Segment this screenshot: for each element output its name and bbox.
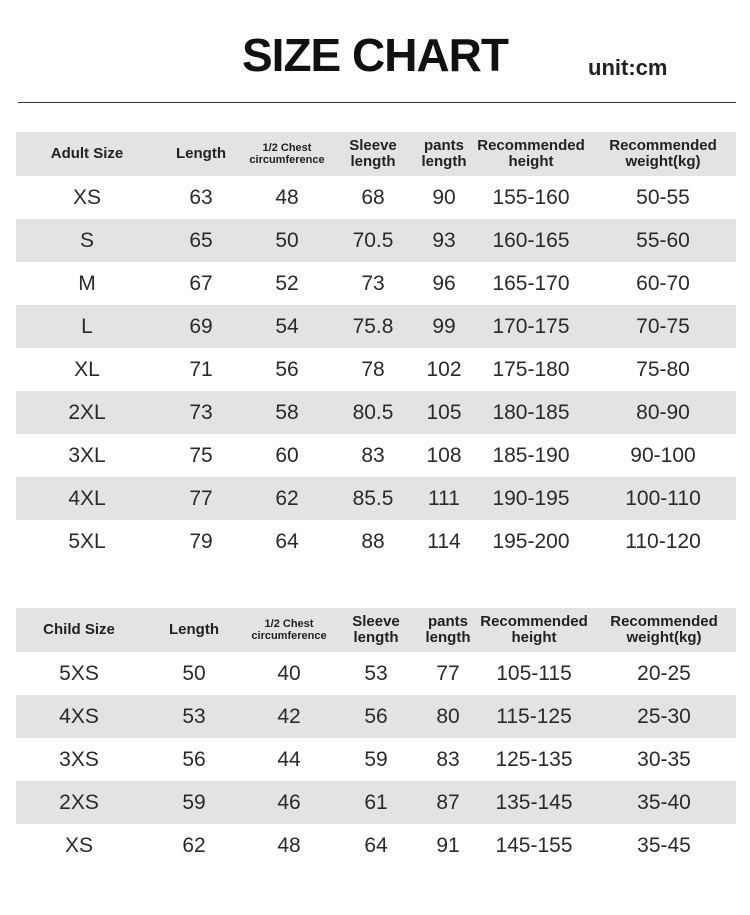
header-weight-line: weight(kg) — [626, 629, 702, 646]
table-row — [16, 348, 736, 391]
table-row — [16, 219, 736, 262]
header-length — [142, 622, 246, 638]
cell-chest: 44 — [277, 747, 301, 771]
header-size-line: Child Size — [43, 621, 115, 638]
cell-sleeve: 56 — [364, 704, 388, 728]
header-pants-line: pants — [427, 613, 468, 630]
cell-pants: 99 — [432, 314, 456, 338]
cell-length: 75 — [189, 443, 213, 467]
cell-pants: 83 — [436, 747, 460, 771]
cell-size: 3XL — [68, 443, 106, 467]
table-row — [16, 262, 736, 305]
header-sleeve-line: Sleeve — [349, 137, 397, 154]
cell-chest: 48 — [275, 185, 299, 209]
header-size — [16, 146, 158, 162]
header-sleeve-line: length — [353, 629, 399, 646]
cell-sleeve: 59 — [364, 747, 388, 771]
cell-pants: 111 — [428, 486, 460, 510]
cell-sleeve: 70.5 — [352, 228, 394, 252]
cell-chest: 52 — [275, 271, 299, 295]
cell-height: 180-185 — [492, 400, 570, 424]
header-height-line: height — [511, 629, 557, 646]
table-row — [16, 176, 736, 219]
cell-height: 155-160 — [492, 185, 570, 209]
table-row — [16, 781, 736, 824]
cell-height: 125-135 — [495, 747, 573, 771]
table-row — [16, 824, 736, 867]
cell-sleeve: 53 — [364, 661, 388, 685]
table-row — [16, 695, 736, 738]
cell-weight: 25-30 — [637, 704, 691, 728]
cell-height: 175-180 — [492, 357, 570, 381]
cell-chest: 62 — [275, 486, 299, 510]
cell-sleeve: 88 — [361, 529, 385, 553]
header-chest-line: circumference — [249, 154, 325, 166]
cell-length: 63 — [189, 185, 213, 209]
cell-sleeve: 73 — [361, 271, 385, 295]
cell-sleeve: 83 — [361, 443, 385, 467]
cell-chest: 54 — [275, 314, 299, 338]
header-pants-line: pants — [423, 137, 464, 154]
header-weight-line: weight(kg) — [625, 153, 701, 170]
header-size-line: Adult Size — [50, 145, 124, 162]
header-height-line: height — [508, 153, 554, 170]
cell-height: 185-190 — [492, 443, 570, 467]
cell-weight: 90-100 — [630, 443, 696, 467]
cell-pants: 96 — [432, 271, 456, 295]
cell-sleeve: 80.5 — [352, 400, 394, 424]
header-sleeve — [332, 614, 420, 646]
cell-size: 4XS — [59, 704, 99, 728]
cell-weight: 20-25 — [637, 661, 691, 685]
header-pants-line: length — [425, 629, 471, 646]
cell-length: 77 — [189, 486, 213, 510]
cell-sleeve: 64 — [364, 833, 388, 857]
cell-size: M — [78, 271, 96, 295]
cell-sleeve: 68 — [361, 185, 385, 209]
child-table-header — [16, 608, 736, 652]
cell-chest: 46 — [277, 790, 301, 814]
child-size-table — [16, 608, 736, 867]
header-pants — [416, 138, 472, 170]
cell-size: S — [79, 228, 94, 252]
header-length-line: Length — [169, 621, 219, 638]
cell-length: 69 — [189, 314, 213, 338]
cell-length: 59 — [182, 790, 206, 814]
cell-size: XS — [64, 833, 93, 857]
header-sleeve — [330, 138, 416, 170]
header-chest — [246, 618, 332, 642]
cell-weight: 50-55 — [636, 185, 690, 209]
cell-weight: 30-35 — [637, 747, 691, 771]
table-row — [16, 305, 736, 348]
table-row — [16, 520, 736, 563]
cell-size: L — [81, 314, 93, 338]
cell-length: 71 — [189, 357, 213, 381]
cell-chest: 50 — [275, 228, 299, 252]
cell-chest: 56 — [275, 357, 299, 381]
header-sleeve-line: length — [350, 153, 396, 170]
cell-chest: 42 — [277, 704, 301, 728]
adult-size-table — [16, 132, 736, 563]
cell-size: 5XS — [59, 661, 99, 685]
adult-table-header — [16, 132, 736, 176]
header-length-line: Length — [176, 145, 226, 162]
cell-length: 62 — [182, 833, 206, 857]
cell-pants: 114 — [427, 529, 461, 553]
header-size — [16, 622, 142, 638]
cell-pants: 90 — [432, 185, 456, 209]
header-chest-line: 1/2 Chest — [262, 142, 312, 154]
cell-sleeve: 78 — [361, 357, 385, 381]
cell-chest: 40 — [277, 661, 301, 685]
header-weight-line: Recommended — [610, 613, 718, 630]
cell-sleeve: 85.5 — [352, 486, 394, 510]
header-length — [158, 146, 244, 162]
header-height — [472, 138, 590, 170]
header-weight — [592, 614, 736, 646]
cell-chest: 48 — [277, 833, 301, 857]
header-height — [476, 614, 592, 646]
cell-size: 5XL — [68, 529, 106, 553]
cell-size: 2XL — [68, 400, 106, 424]
cell-weight: 75-80 — [636, 357, 690, 381]
cell-pants: 93 — [432, 228, 456, 252]
header-pants — [420, 614, 476, 646]
cell-size: 4XL — [68, 486, 106, 510]
table-row — [16, 652, 736, 695]
cell-pants: 91 — [436, 833, 460, 857]
cell-sleeve: 75.8 — [352, 314, 394, 338]
header-chest — [244, 142, 330, 166]
cell-height: 170-175 — [492, 314, 570, 338]
header-height-line: Recommended — [477, 137, 585, 154]
header-height-line: Recommended — [480, 613, 588, 630]
cell-pants: 87 — [436, 790, 460, 814]
cell-size: 2XS — [59, 790, 99, 814]
header-pants-line: length — [421, 153, 467, 170]
cell-length: 65 — [189, 228, 213, 252]
cell-height: 145-155 — [495, 833, 573, 857]
cell-length: 56 — [182, 747, 206, 771]
cell-chest: 60 — [275, 443, 299, 467]
page-title: SIZE CHART — [242, 29, 508, 81]
cell-sleeve: 61 — [364, 790, 388, 814]
cell-weight: 110-120 — [625, 529, 701, 553]
cell-height: 195-200 — [492, 529, 570, 553]
cell-pants: 105 — [426, 400, 462, 424]
cell-height: 135-145 — [495, 790, 573, 814]
cell-weight: 100-110 — [625, 486, 701, 510]
cell-length: 50 — [182, 661, 206, 685]
cell-size: XS — [72, 185, 101, 209]
cell-height: 160-165 — [492, 228, 570, 252]
cell-height: 115-125 — [496, 704, 572, 728]
cell-pants: 108 — [426, 443, 462, 467]
table-row — [16, 738, 736, 781]
table-row — [16, 477, 736, 520]
cell-length: 73 — [189, 400, 213, 424]
cell-length: 53 — [182, 704, 206, 728]
cell-weight: 35-40 — [637, 790, 691, 814]
cell-height: 190-195 — [492, 486, 570, 510]
cell-pants: 102 — [426, 357, 462, 381]
header-weight — [590, 138, 736, 170]
header-sleeve-line: Sleeve — [352, 613, 400, 630]
cell-size: XL — [74, 357, 100, 381]
header-chest-line: 1/2 Chest — [264, 618, 314, 630]
cell-height: 105-115 — [496, 661, 572, 685]
cell-length: 67 — [189, 271, 213, 295]
cell-pants: 77 — [436, 661, 460, 685]
cell-chest: 64 — [275, 529, 299, 553]
unit-label: unit:cm — [588, 55, 668, 80]
cell-weight: 80-90 — [636, 400, 690, 424]
table-row — [16, 434, 736, 477]
header-chest-line: circumference — [251, 630, 327, 642]
cell-pants: 80 — [436, 704, 460, 728]
cell-chest: 58 — [275, 400, 299, 424]
cell-weight: 60-70 — [636, 271, 690, 295]
cell-height: 165-170 — [492, 271, 570, 295]
title-divider — [18, 102, 736, 103]
cell-length: 79 — [189, 529, 213, 553]
cell-weight: 70-75 — [636, 314, 690, 338]
cell-weight: 55-60 — [636, 228, 690, 252]
cell-weight: 35-45 — [637, 833, 691, 857]
table-row — [16, 391, 736, 434]
cell-size: 3XS — [59, 747, 99, 771]
header-weight-line: Recommended — [609, 137, 717, 154]
